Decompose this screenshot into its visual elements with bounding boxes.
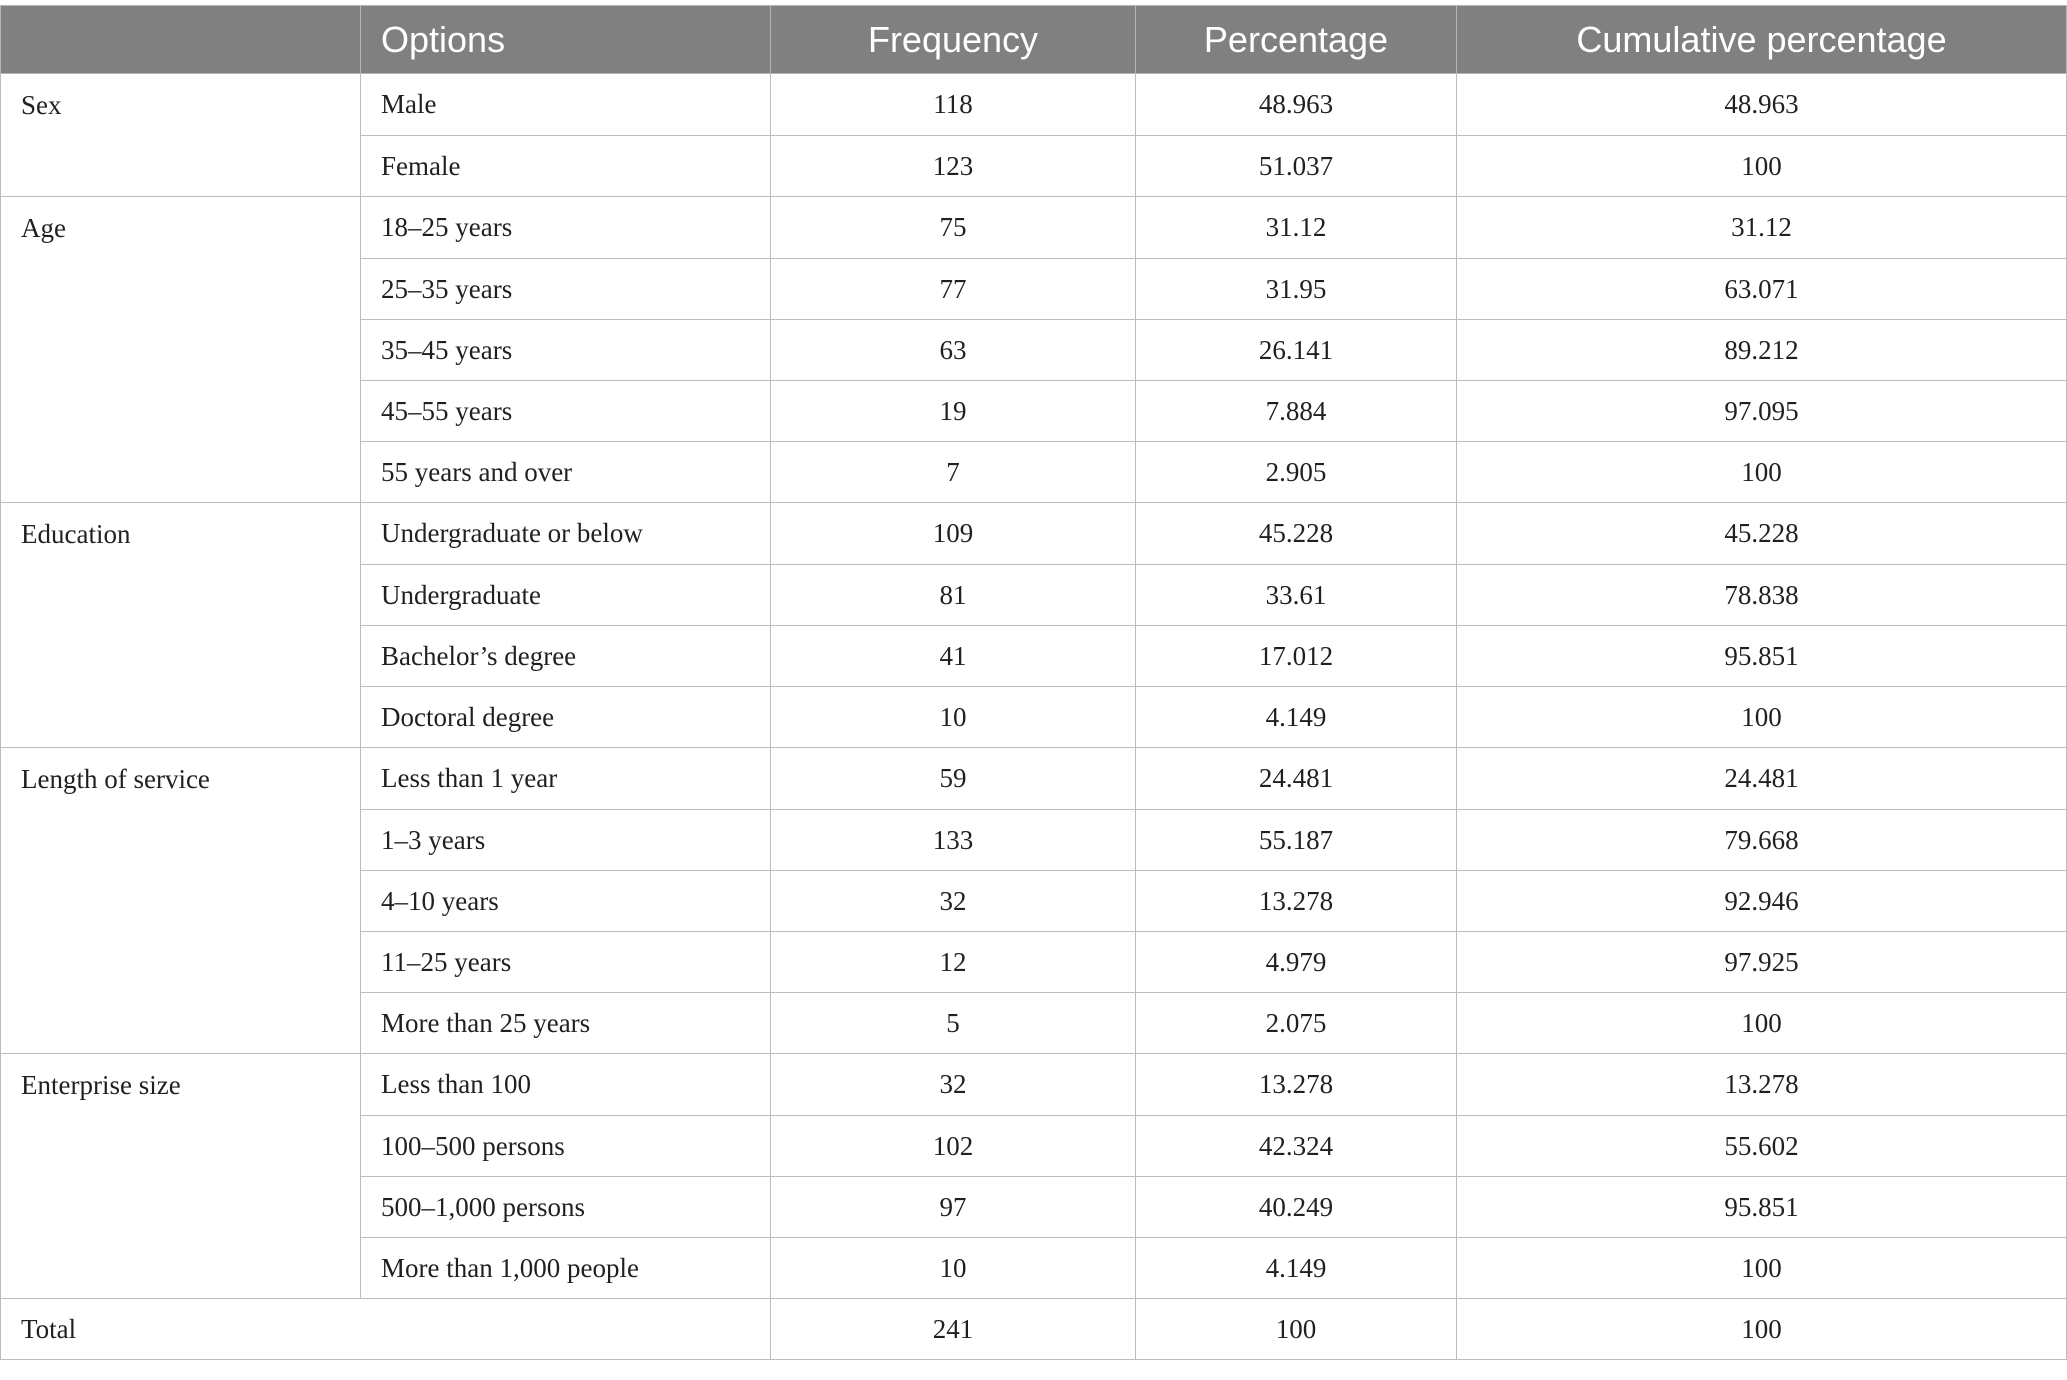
option-cell: 18–25 years	[361, 197, 771, 259]
percentage-cell: 51.037	[1136, 136, 1457, 197]
category-label: Enterprise size	[1, 1054, 361, 1299]
frequency-cell: 81	[771, 565, 1136, 626]
percentage-cell: 13.278	[1136, 871, 1457, 932]
header-cumulative-percentage: Cumulative percentage	[1457, 6, 2067, 74]
demographics-table-container	[0, 5, 2066, 1360]
table-row	[1, 503, 2067, 565]
frequency-cell: 41	[771, 626, 1136, 687]
option-cell: More than 25 years	[361, 993, 771, 1054]
cumulative-percentage-cell: 92.946	[1457, 871, 2067, 932]
cumulative-percentage-cell: 89.212	[1457, 320, 2067, 381]
percentage-cell: 4.149	[1136, 1238, 1457, 1299]
cumulative-percentage-cell: 95.851	[1457, 1177, 2067, 1238]
total-frequency: 241	[771, 1299, 1136, 1360]
option-cell: 11–25 years	[361, 932, 771, 993]
header-row	[1, 6, 2067, 74]
percentage-cell: 42.324	[1136, 1116, 1457, 1177]
frequency-cell: 7	[771, 442, 1136, 503]
percentage-cell: 31.95	[1136, 259, 1457, 320]
cumulative-percentage-cell: 45.228	[1457, 503, 2067, 565]
table-header	[1, 6, 2067, 74]
cumulative-percentage-cell: 48.963	[1457, 74, 2067, 136]
category-label: Age	[1, 197, 361, 503]
percentage-cell: 17.012	[1136, 626, 1457, 687]
option-cell: 100–500 persons	[361, 1116, 771, 1177]
frequency-cell: 109	[771, 503, 1136, 565]
category-label: Sex	[1, 74, 361, 197]
table-row	[1, 1054, 2067, 1116]
table-row	[1, 748, 2067, 810]
option-cell: Doctoral degree	[361, 687, 771, 748]
frequency-cell: 97	[771, 1177, 1136, 1238]
total-cumulative: 100	[1457, 1299, 2067, 1360]
option-cell: 4–10 years	[361, 871, 771, 932]
option-cell: Less than 100	[361, 1054, 771, 1116]
cumulative-percentage-cell: 97.095	[1457, 381, 2067, 442]
cumulative-percentage-cell: 100	[1457, 993, 2067, 1054]
total-percentage: 100	[1136, 1299, 1457, 1360]
table-row	[1, 74, 2067, 136]
percentage-cell: 4.979	[1136, 932, 1457, 993]
percentage-cell: 40.249	[1136, 1177, 1457, 1238]
percentage-cell: 2.905	[1136, 442, 1457, 503]
total-label: Total	[1, 1299, 771, 1360]
percentage-cell: 31.12	[1136, 197, 1457, 259]
option-cell: Less than 1 year	[361, 748, 771, 810]
frequency-cell: 5	[771, 993, 1136, 1054]
percentage-cell: 7.884	[1136, 381, 1457, 442]
percentage-cell: 24.481	[1136, 748, 1457, 810]
frequency-cell: 12	[771, 932, 1136, 993]
option-cell: Female	[361, 136, 771, 197]
header-category	[1, 6, 361, 74]
frequency-cell: 19	[771, 381, 1136, 442]
cumulative-percentage-cell: 100	[1457, 442, 2067, 503]
option-cell: Male	[361, 74, 771, 136]
option-cell: More than 1,000 people	[361, 1238, 771, 1299]
cumulative-percentage-cell: 100	[1457, 136, 2067, 197]
cumulative-percentage-cell: 78.838	[1457, 565, 2067, 626]
cumulative-percentage-cell: 97.925	[1457, 932, 2067, 993]
percentage-cell: 33.61	[1136, 565, 1457, 626]
category-label: Length of service	[1, 748, 361, 1054]
cumulative-percentage-cell: 100	[1457, 1238, 2067, 1299]
cumulative-percentage-cell: 100	[1457, 687, 2067, 748]
frequency-cell: 123	[771, 136, 1136, 197]
cumulative-percentage-cell: 31.12	[1457, 197, 2067, 259]
percentage-cell: 2.075	[1136, 993, 1457, 1054]
frequency-cell: 118	[771, 74, 1136, 136]
header-percentage: Percentage	[1136, 6, 1457, 74]
header-options: Options	[361, 6, 771, 74]
header-frequency: Frequency	[771, 6, 1136, 74]
table-body	[1, 74, 2067, 1360]
option-cell: 500–1,000 persons	[361, 1177, 771, 1238]
percentage-cell: 26.141	[1136, 320, 1457, 381]
option-cell: Undergraduate	[361, 565, 771, 626]
frequency-cell: 75	[771, 197, 1136, 259]
category-label: Education	[1, 503, 361, 748]
percentage-cell: 55.187	[1136, 810, 1457, 871]
cumulative-percentage-cell: 24.481	[1457, 748, 2067, 810]
option-cell: 35–45 years	[361, 320, 771, 381]
option-cell: Bachelor’s degree	[361, 626, 771, 687]
percentage-cell: 13.278	[1136, 1054, 1457, 1116]
demographics-table	[0, 5, 2067, 1360]
cumulative-percentage-cell: 55.602	[1457, 1116, 2067, 1177]
option-cell: 25–35 years	[361, 259, 771, 320]
frequency-cell: 32	[771, 871, 1136, 932]
frequency-cell: 10	[771, 1238, 1136, 1299]
percentage-cell: 45.228	[1136, 503, 1457, 565]
frequency-cell: 77	[771, 259, 1136, 320]
option-cell: 1–3 years	[361, 810, 771, 871]
percentage-cell: 48.963	[1136, 74, 1457, 136]
percentage-cell: 4.149	[1136, 687, 1457, 748]
cumulative-percentage-cell: 13.278	[1457, 1054, 2067, 1116]
frequency-cell: 10	[771, 687, 1136, 748]
option-cell: 45–55 years	[361, 381, 771, 442]
frequency-cell: 102	[771, 1116, 1136, 1177]
option-cell: Undergraduate or below	[361, 503, 771, 565]
cumulative-percentage-cell: 63.071	[1457, 259, 2067, 320]
table-row	[1, 197, 2067, 259]
frequency-cell: 59	[771, 748, 1136, 810]
frequency-cell: 32	[771, 1054, 1136, 1116]
cumulative-percentage-cell: 79.668	[1457, 810, 2067, 871]
total-row	[1, 1299, 2067, 1360]
option-cell: 55 years and over	[361, 442, 771, 503]
frequency-cell: 63	[771, 320, 1136, 381]
frequency-cell: 133	[771, 810, 1136, 871]
cumulative-percentage-cell: 95.851	[1457, 626, 2067, 687]
